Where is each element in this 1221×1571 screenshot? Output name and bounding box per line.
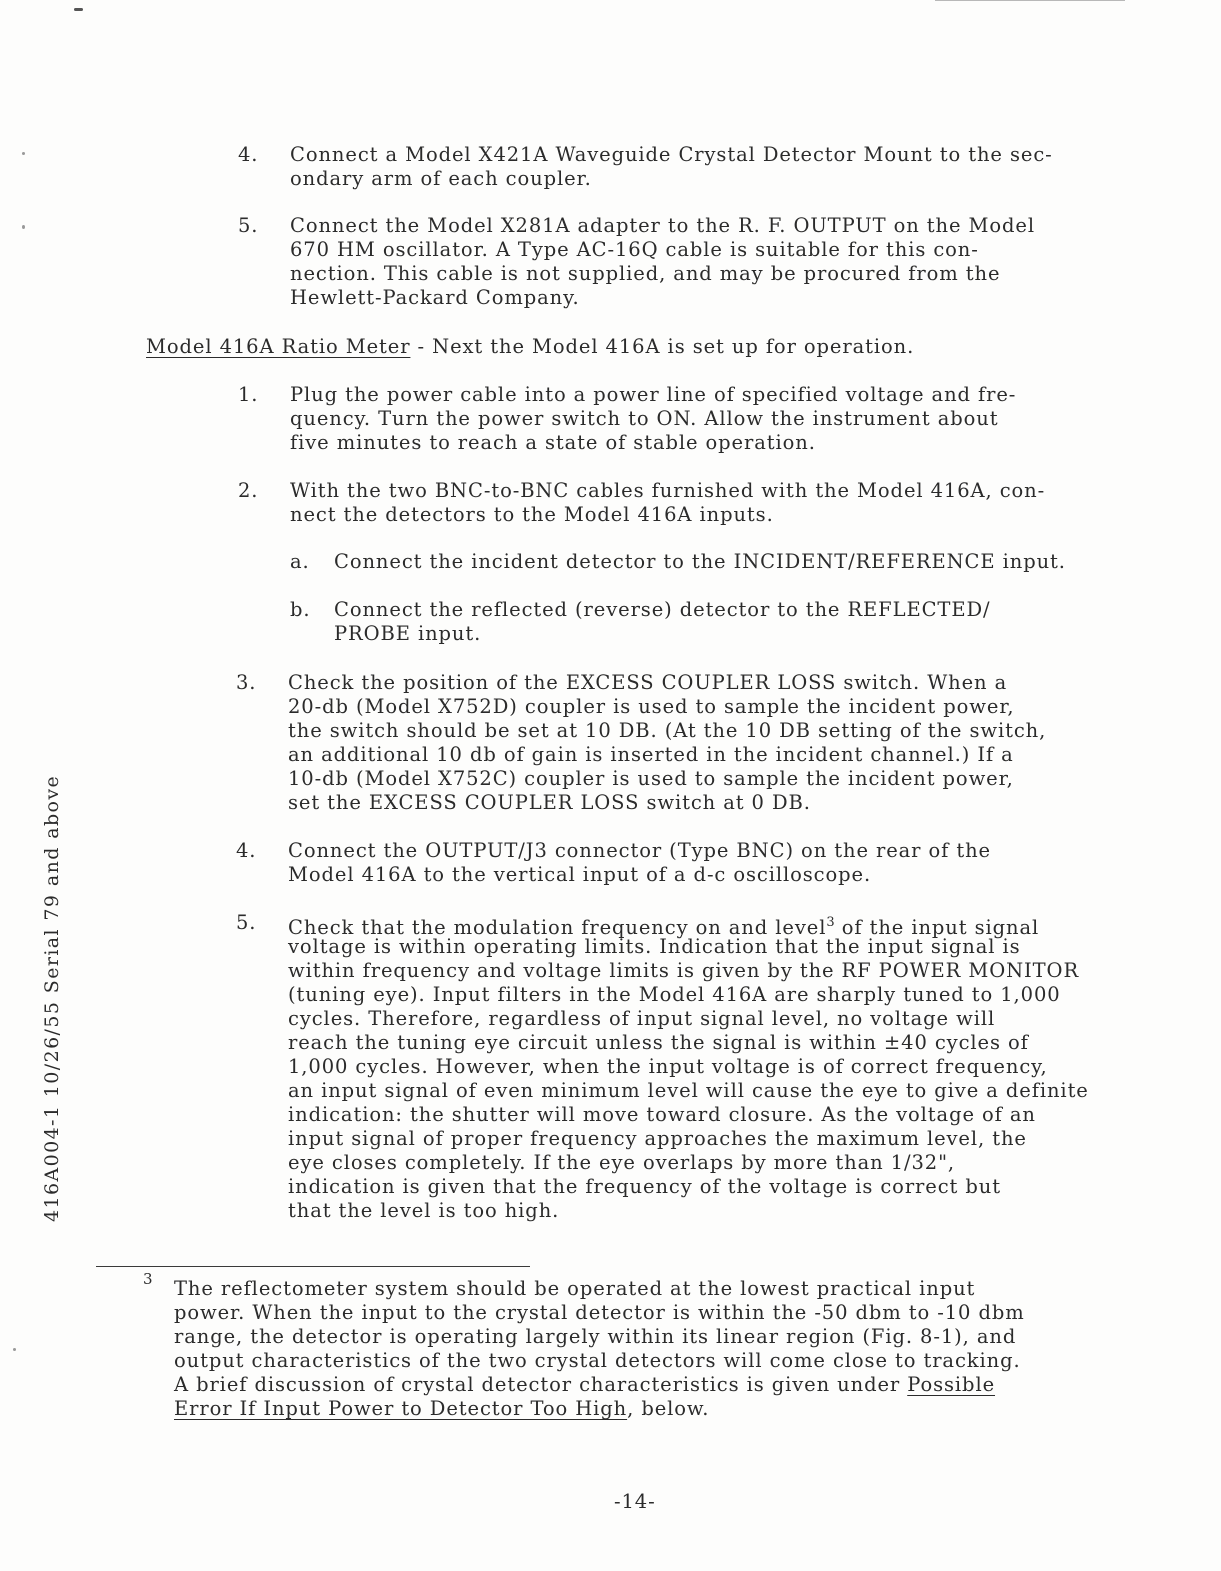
footnote-line: range, the detector is operating largely within its linear region (Fig. 8-1), and: [174, 1325, 1017, 1348]
list-number: 4.: [238, 143, 259, 166]
list-item-line: 20-db (Model X752D) coupler is used to sample the incident power,: [288, 695, 1015, 718]
list-item-line: Connect the Model X281A adapter to the R. F. OUTPUT on the Model: [290, 214, 1035, 237]
item5-text-after: of the input signal: [834, 916, 1040, 939]
list-item-line: that the level is too high.: [288, 1199, 560, 1222]
footnote-line: output characteristics of the two crystal detectors will come close to tracking.: [174, 1349, 1021, 1372]
list-item-line: an input signal of even minimum level will cause the eye to give a definite: [288, 1079, 1089, 1102]
list-item-line: indication: the shutter will move toward closure. As the voltage of an: [288, 1103, 1036, 1126]
cross-reference: Possible: [907, 1373, 996, 1396]
item5-text-before: Check that the modulation frequency on and level: [288, 916, 827, 939]
footnote-marker: 3: [143, 1270, 154, 1288]
top-edge-rule: [935, 0, 1125, 1]
footnote-line: [174, 1373, 995, 1397]
footnote-line: The reflectometer system should be operated at the lowest practical input: [174, 1277, 976, 1300]
scan-mark: [22, 152, 25, 155]
cross-reference: Error If Input Power to Detector Too High: [174, 1397, 628, 1420]
section-heading-line: [146, 335, 914, 359]
list-item-line: an additional 10 db of gain is inserted in the incident channel.) If a: [288, 743, 1014, 766]
footnote-line: [174, 1397, 709, 1421]
list-item-line: Check the position of the EXCESS COUPLER LOSS switch. When a: [288, 671, 1008, 694]
list-number: 5.: [236, 911, 257, 934]
list-number: 2.: [238, 479, 259, 502]
list-number: 4.: [236, 839, 257, 862]
sub-list-letter: b.: [290, 598, 311, 621]
list-item-line: input signal of proper frequency approaches the maximum level, the: [288, 1127, 1027, 1150]
list-item-line: indication is given that the frequency of the voltage is correct but: [288, 1175, 1001, 1198]
page-number: -14-: [614, 1490, 656, 1513]
list-item-line: With the two BNC-to-BNC cables furnished with the Model 416A, con-: [290, 479, 1046, 502]
list-item-line: voltage is within operating limits. Indication that the input signal is: [288, 935, 1021, 958]
sub-list-line: Connect the incident detector to the INCIDENT/REFERENCE input.: [334, 550, 1066, 573]
list-item-line: reach the tuning eye circuit unless the signal is within ±40 cycles of: [288, 1031, 1029, 1054]
footnote-line: power. When the input to the crystal detector is within the -50 dbm to -10 dbm: [174, 1301, 1025, 1324]
list-item-line: nect the detectors to the Model 416A inputs.: [290, 503, 774, 526]
scan-mark: [13, 1348, 16, 1351]
list-item-line: Plug the power cable into a power line of specified voltage and fre-: [290, 383, 1017, 406]
sub-list-line: PROBE input.: [334, 622, 482, 645]
list-item-line: eye closes completely. If the eye overlaps by more than 1/32",: [288, 1151, 956, 1174]
list-item-line: ondary arm of each coupler.: [290, 167, 592, 190]
list-item-line: Connect the OUTPUT/J3 connector (Type BNC) on the rear of the: [288, 839, 991, 862]
footnote-text: A brief discussion of crystal detector characteristics is given under: [174, 1373, 901, 1396]
list-item-line: Connect a Model X421A Waveguide Crystal Detector Mount to the sec-: [290, 143, 1053, 166]
list-item-line: quency. Turn the power switch to ON. Allow the instrument about: [290, 407, 999, 430]
list-item-line: within frequency and voltage limits is given by the RF POWER MONITOR: [288, 959, 1080, 982]
list-item-line: the switch should be set at 10 DB. (At the 10 DB setting of the switch,: [288, 719, 1047, 742]
list-number: 5.: [238, 214, 259, 237]
list-item-line: 10-db (Model X752C) coupler is used to sample the incident power,: [288, 767, 1014, 790]
footnote-rule: [96, 1266, 530, 1267]
list-item-line: 1,000 cycles. However, when the input voltage is of correct frequency,: [288, 1055, 1048, 1078]
sub-list-line: Connect the reflected (reverse) detector to the REFLECTED/: [334, 598, 991, 621]
sidebar-document-id: 416A004-1 10/26/55 Serial 79 and above: [41, 774, 63, 1222]
list-item-line: cycles. Therefore, regardless of input signal level, no voltage will: [288, 1007, 996, 1030]
list-item-line: (tuning eye). Input filters in the Model 416A are sharply tuned to 1,000: [288, 983, 1061, 1006]
list-item-line: Hewlett-Packard Company.: [290, 286, 580, 309]
list-item-line: nection. This cable is not supplied, and may be procured from the: [290, 262, 1001, 285]
list-item-line: Model 416A to the vertical input of a d-c oscilloscope.: [288, 863, 872, 886]
list-item-line: set the EXCESS COUPLER LOSS switch at 0 DB.: [288, 791, 811, 814]
list-item-line: 670 HM oscillator. A Type AC-16Q cable is suitable for this con-: [290, 238, 979, 261]
list-number: 1.: [238, 383, 259, 406]
sub-list-letter: a.: [290, 550, 310, 573]
list-number: 3.: [236, 671, 257, 694]
section-heading: Model 416A Ratio Meter: [146, 335, 411, 358]
list-item-line: five minutes to reach a state of stable operation.: [290, 431, 816, 454]
scan-mark: [22, 225, 25, 229]
scan-mark: [74, 8, 83, 11]
footnote-reference: 3: [826, 915, 835, 930]
section-intro: - Next the Model 416A is set up for operation.: [410, 335, 915, 358]
footnote-tail: , below.: [627, 1397, 710, 1420]
